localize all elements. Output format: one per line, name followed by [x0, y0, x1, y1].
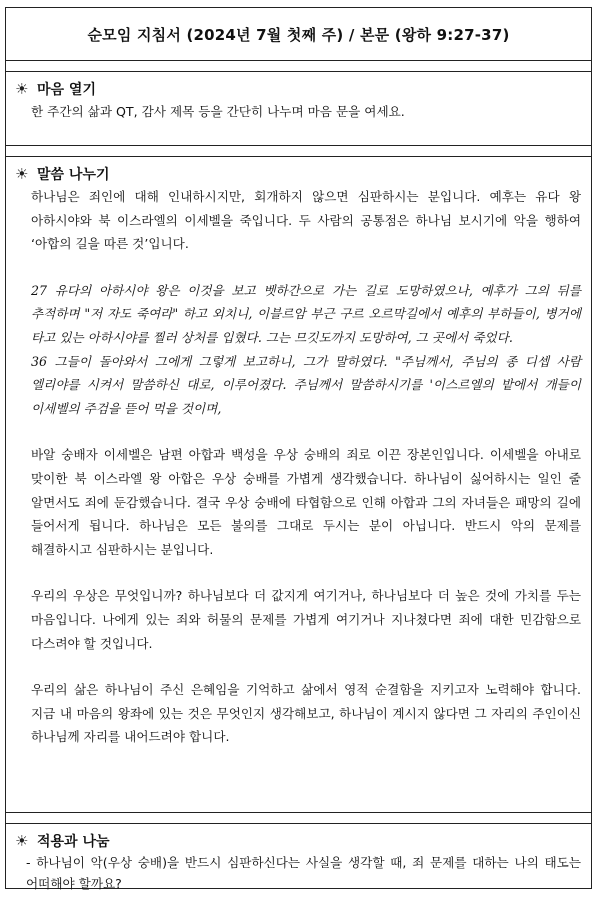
opening-text: 한 주간의 삶과 QT, 감사 제목 등을 간단히 나누며 마음 문을 여세요.	[31, 104, 405, 119]
sharing-paragraph-3: 우리의 삶은 하나님이 주신 은혜임을 기억하고 삶에서 영적 순결함을 지키고자 노력해야 합니다. 지금 내 마음의 왕좌에 있는 것은 무엇인지 생각해보고, 하나님이 계시지 않다면 그 자리의 주인이신 하나님께 자리를 내어드려야 합니다.	[31, 682, 581, 745]
guide-document	[5, 7, 592, 889]
application-section	[6, 830, 591, 894]
scripture-verse-36: 36 그들이 돌아와서 그에게 그렇게 보고하니, 그가 말하였다. "주님께서, 주님의 종 디셉 사람 엘리야를 시켜서 말씀하신 대로, 이루어졌다. 주님께서 말씀하시기를 '이스르엘의 밭에서 개들이 이세벨의 주검을 뜯어 먹을 것이며,	[31, 353, 581, 416]
opening-section	[6, 78, 591, 146]
document-title: 순모임 지침서 (2024년 7월 첫째 주) / 본문 (왕하 9:27-37)	[6, 8, 591, 61]
application-heading: 적용과 나눔	[37, 834, 110, 850]
sharing-paragraph-1: 바알 숭배자 이세벨은 남편 아합과 백성을 우상 숭배의 죄로 이끈 장본인입니다. 이세벨을 아내로 맞이한 북 이스라엘 왕 아합은 우상 숭배를 가볍게 생각했습니다. 하나님이 싫어하시는 일인 줄 알면서도 죄에 둔감했습니다. 결국 우상 숭배에 타협함으로 인해 아합과 그의 자녀들은 패망의 길에 들어서게 됩니다. 하나님은 모든 불의를 그대로 두시는 분이 아닙니다. 반드시 악의 문제를 해결하시고 심판하시는 분입니다.	[31, 447, 581, 557]
opening-heading: 마음 열기	[37, 82, 96, 98]
sharing-section	[6, 163, 591, 813]
opening-heading-row	[6, 78, 591, 100]
divider	[6, 813, 591, 824]
divider	[6, 146, 591, 157]
sharing-intro: 하나님은 죄인에 대해 인내하시지만, 회개하지 않으면 심판하시는 분입니다. 예후는 유다 왕 아하시야와 북 이스라엘의 이세벨을 죽입니다. 두 사람의 공통점은 하나님 보시기에 악을 행하여 ‘아합의 길을 따른 것’입니다.	[31, 189, 581, 252]
sun-icon: ☀	[15, 831, 29, 850]
sharing-heading: 말씀 나누기	[37, 167, 110, 183]
application-heading-row	[6, 830, 591, 852]
sharing-heading-row	[6, 163, 591, 185]
sun-icon: ☀	[15, 79, 29, 98]
sharing-paragraph-2: 우리의 우상은 무엇입니까? 하나님보다 더 값지게 여기거나, 하나님보다 더 높은 것에 가치를 두는 마음입니다. 나에게 있는 죄와 허물의 문제를 가볍게 여기거나 지나쳤다면 죄에 대한 민감함으로 다스려야 할 것입니다.	[31, 588, 581, 651]
sun-icon: ☀	[15, 164, 29, 183]
scripture-verse-27: 27 유다의 아하시야 왕은 이것을 보고 벳하간으로 가는 길로 도망하였으나, 예후가 그의 뒤를 추적하며 "저 자도 죽여라" 하고 외치니, 이블르암 부근 구르 오르막길에서 예후의 부하들이, 병거에 타고 있는 아하시야를 찔러 상처를 입혔다. 그는 므깃도까지 도망하여, 그 곳에서 죽었다.	[31, 282, 581, 345]
application-question: - 하나님이 악(우상 숭배)을 반드시 심판하신다는 사실을 생각할 때, 죄 문제를 대하는 나의 태도는 어떠해야 할까요?	[26, 855, 581, 891]
divider	[6, 61, 591, 72]
sharing-body	[6, 185, 591, 749]
